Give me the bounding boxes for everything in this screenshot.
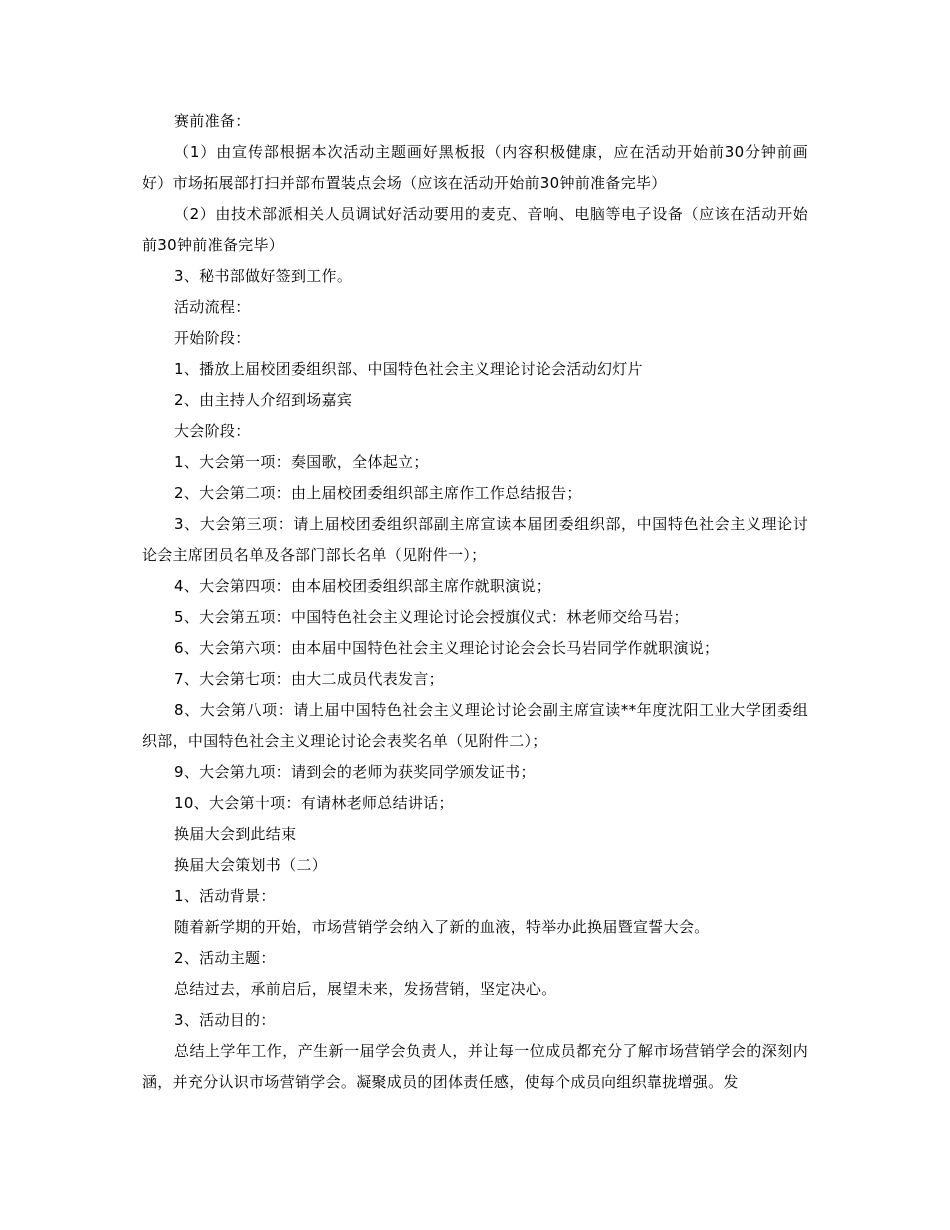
paragraph-assembly-end: 换届大会到此结束 (174, 825, 297, 843)
paragraph-assembly-item-9: 9、大会第九项：请到会的老师为获奖同学颁发证书； (174, 763, 536, 781)
section-heading-theme: 2、活动主题： (174, 949, 276, 967)
paragraph-assembly-item-6: 6、大会第六项：由本届中国特色社会主义理论讨论会会长马岩同学作就职演说； (174, 639, 720, 657)
paragraph-assembly-item-4: 4、大会第四项：由本届校团委组织部主席作就职演说； (174, 577, 552, 595)
paragraph-theme: 总结过去，承前启后，展望未来，发扬营销，坚定决心。 (174, 980, 557, 998)
section-heading-preparation: 赛前准备： (174, 112, 251, 130)
paragraph-assembly-item-3: 3、大会第三项：请上届校团委组织部副主席宣读本届团委组织部，中国特色社会主义理论讨论会主席团员名单及各部门部长名单（见附件一）； (142, 515, 808, 564)
section-heading-purpose: 3、活动目的： (174, 1011, 276, 1029)
paragraph-prep-item-1: （1）由宣传部根据本次活动主题画好黑板报（内容积极健康，应在活动开始前30分钟前画好）市场拓展部打扫并部布置装点会场（应该在活动开始前30钟前准备完毕） (142, 143, 808, 192)
section-title-plan-two: 换届大会策划书（二） (174, 856, 328, 874)
paragraph-assembly-item-10: 10、大会第十项：有请林老师总结讲话； (174, 794, 454, 812)
paragraph-assembly-item-5: 5、大会第五项：中国特色社会主义理论讨论会授旗仪式：林老师交给马岩； (174, 608, 689, 626)
paragraph-purpose: 总结上学年工作，产生新一届学会负责人，并让每一位成员都充分了解市场营销学会的深刻内涵，并充分认识市场营销学会。凝聚成员的团体责任感，使每个成员向组织靠拢增强。发 (142, 1042, 808, 1091)
paragraph-background: 随着新学期的开始，市场营销学会纳入了新的血液，特举办此换届暨宣誓大会。 (174, 918, 710, 936)
paragraph-assembly-item-2: 2、大会第二项：由上届校团委组织部主席作工作总结报告； (174, 484, 582, 502)
document-body (142, 106, 808, 1098)
paragraph-prep-item-3: 3、秘书部做好签到工作。 (174, 267, 353, 285)
paragraph-opening-item-2: 2、由主持人介绍到场嘉宾 (174, 391, 353, 409)
section-heading-process: 活动流程： (174, 298, 251, 316)
section-heading-assembly: 大会阶段： (174, 422, 251, 440)
section-heading-opening: 开始阶段： (174, 329, 251, 347)
section-heading-background: 1、活动背景： (174, 887, 276, 905)
paragraph-assembly-item-8: 8、大会第八项：请上届中国特色社会主义理论讨论会副主席宣读**年度沈阳工业大学团委组织部，中国特色社会主义理论讨论会表奖名单（见附件二）； (142, 701, 808, 750)
paragraph-assembly-item-7: 7、大会第七项：由大二成员代表发言； (174, 670, 444, 688)
paragraph-prep-item-2: （2）由技术部派相关人员调试好活动要用的麦克、音响、电脑等电子设备（应该在活动开始前30钟前准备完毕） (142, 205, 808, 254)
paragraph-assembly-item-1: 1、大会第一项：奏国歌，全体起立； (174, 453, 429, 471)
paragraph-opening-item-1: 1、播放上届校团委组织部、中国特色社会主义理论讨论会活动幻灯片 (174, 360, 643, 378)
